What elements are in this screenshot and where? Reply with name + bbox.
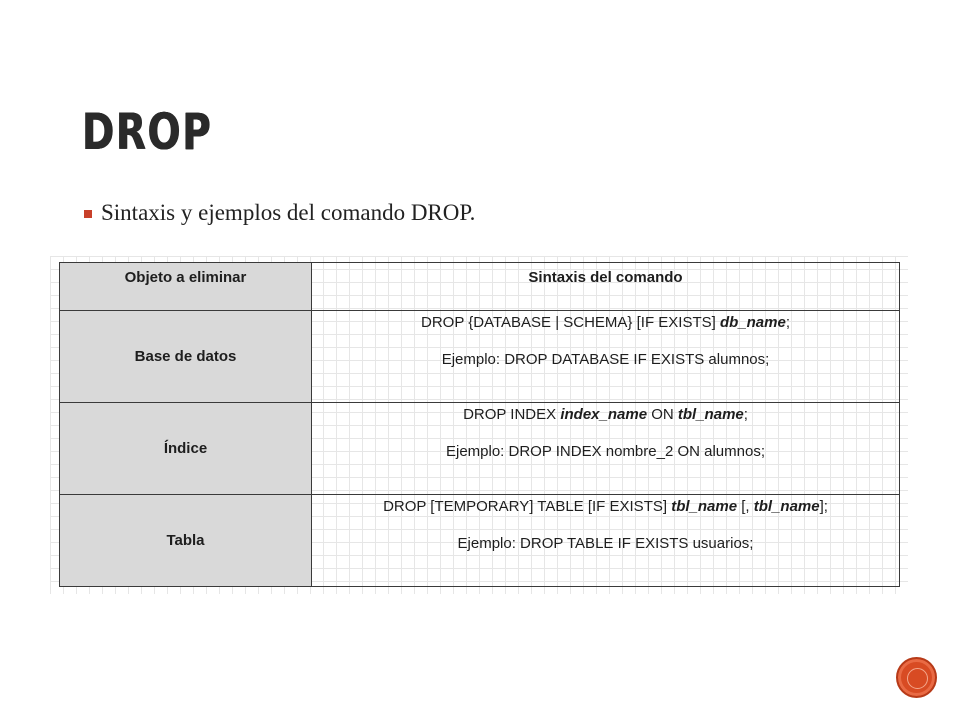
syntax-text: [, [737, 498, 754, 515]
syntax-text: ; [785, 314, 790, 331]
syntax-param: tbl_name [677, 406, 744, 423]
example-line: Ejemplo: DROP TABLE IF EXISTS usuarios; [457, 535, 754, 552]
table-row [60, 495, 900, 587]
syntax-line [312, 311, 899, 331]
table-row [60, 311, 900, 403]
row-object: Índice [60, 403, 312, 495]
header-syntax: Sintaxis del comando [312, 263, 900, 311]
header-object: Objeto a eliminar [60, 263, 312, 311]
syntax-param: tbl_name [671, 498, 738, 515]
row-object: Tabla [60, 495, 312, 587]
syntax-param: db_name [719, 314, 786, 331]
syntax-text: ; [743, 406, 748, 423]
example-line: Ejemplo: DROP DATABASE IF EXISTS alumnos; [441, 351, 770, 368]
syntax-text: DROP {DATABASE | SCHEMA} [IF EXISTS] [420, 314, 720, 331]
syntax-line [312, 495, 899, 515]
syntax-text: DROP INDEX [463, 406, 561, 423]
syntax-text: ]; [819, 498, 828, 515]
row-object: Base de datos [60, 311, 312, 403]
table-row [60, 403, 900, 495]
syntax-text: DROP [TEMPORARY] TABLE [IF EXISTS] [383, 498, 672, 515]
row-syntax-cell [312, 311, 900, 403]
syntax-text: ON [647, 406, 678, 423]
row-syntax-cell [312, 495, 900, 587]
syntax-line [312, 403, 899, 423]
row-syntax-cell [312, 403, 900, 495]
circular-orange-logo-icon [896, 657, 937, 698]
drop-syntax-table [59, 262, 900, 587]
slide-title: DROP [82, 103, 213, 161]
table-image [50, 256, 908, 594]
table-header-row [60, 263, 900, 311]
example-line: Ejemplo: DROP INDEX nombre_2 ON alumnos; [445, 443, 765, 460]
bullet-text: Sintaxis y ejemplos del comando DROP. [101, 200, 476, 225]
syntax-param: tbl_name [753, 498, 820, 515]
syntax-param: index_name [560, 406, 648, 423]
square-bullet-icon [84, 210, 92, 218]
bullet-item [84, 200, 475, 226]
